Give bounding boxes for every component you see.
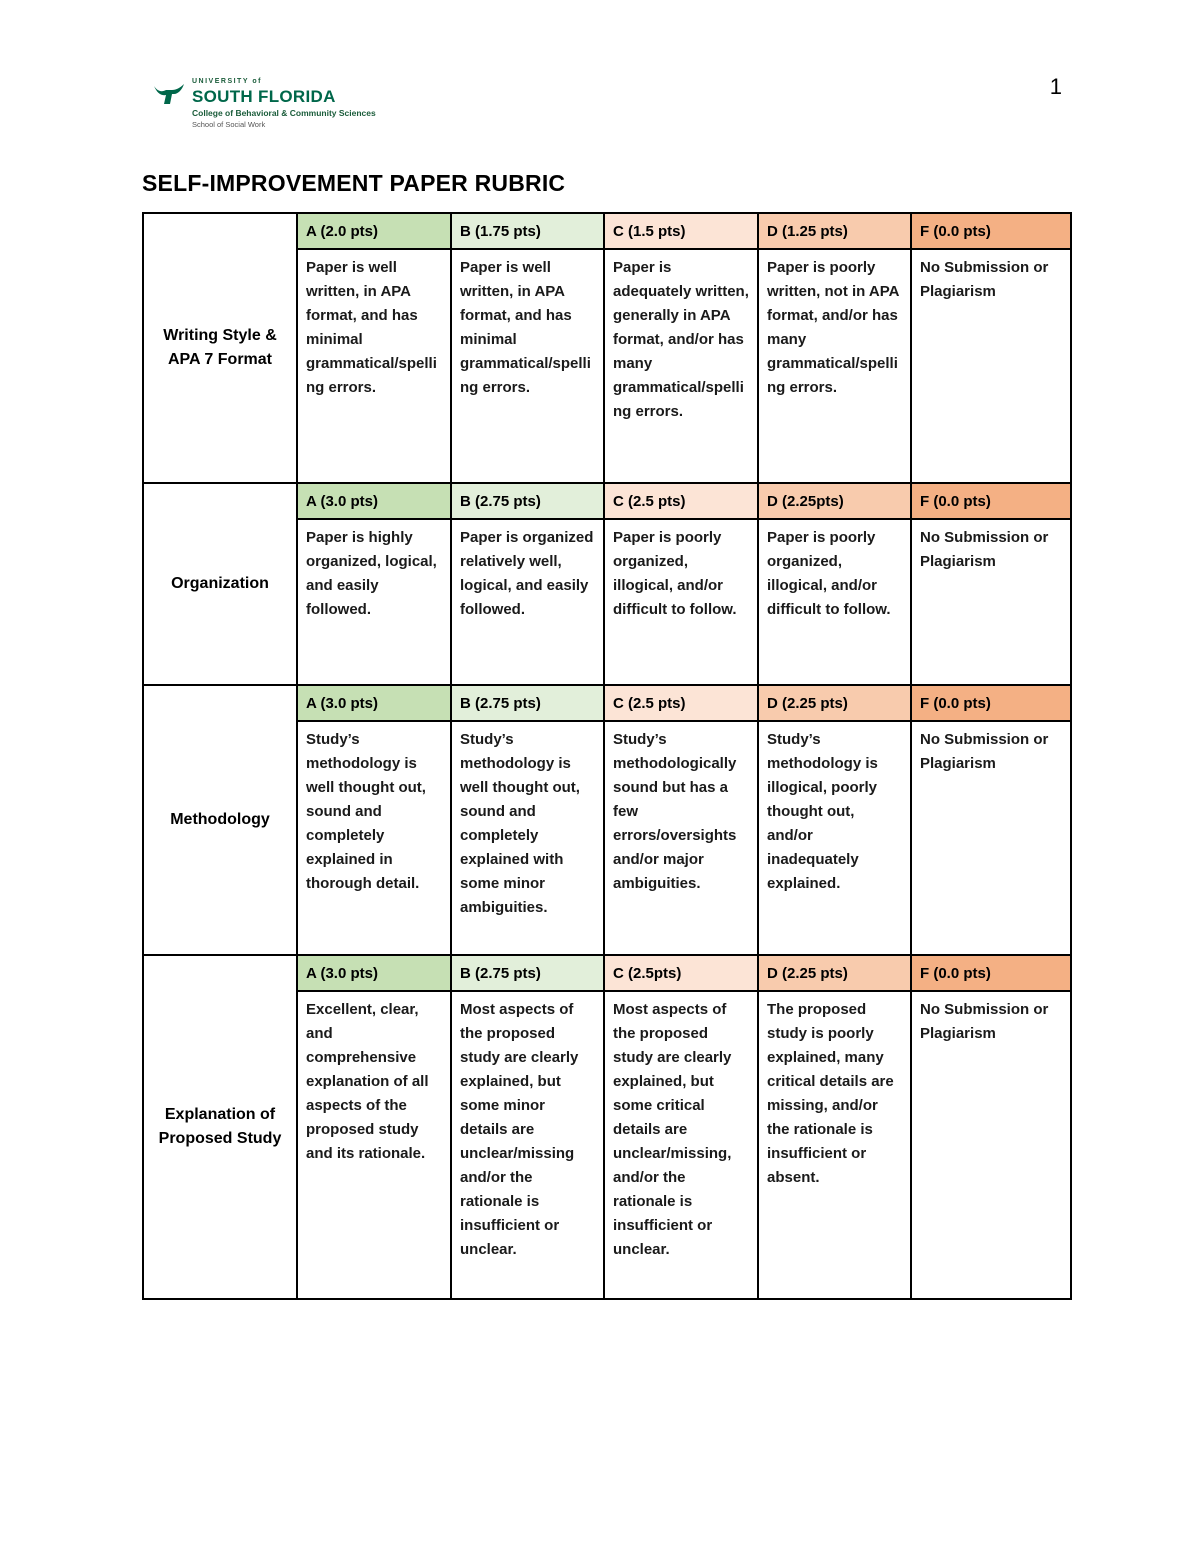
- grade-description-f: No Submission or Plagiarism: [911, 721, 1071, 955]
- rubric-grade-header-row: [143, 483, 1071, 519]
- grade-description-c: Most aspects of the proposed study are clearly explained, but some critical details are unclear/missing, and/or the rationale is insufficient or unclear.: [604, 991, 758, 1299]
- logo-school-text: School of Social Work: [192, 120, 266, 129]
- grade-description-c: Paper is adequately written, generally in APA format, and/or has many grammatical/spelling errors.: [604, 249, 758, 483]
- grade-header-a: A (3.0 pts): [297, 685, 451, 721]
- grade-description-c: Paper is poorly organized, illogical, and/or difficult to follow.: [604, 519, 758, 685]
- grade-description-b: Most aspects of the proposed study are clearly explained, but some minor details are unclear/missing and/or the rationale is insufficient or unclear.: [451, 991, 604, 1299]
- criterion-cell: Explanation of Proposed Study: [143, 955, 297, 1299]
- usf-logo: [152, 78, 392, 134]
- grade-description-a: Excellent, clear, and comprehensive explanation of all aspects of the proposed study and its rationale.: [297, 991, 451, 1299]
- grade-description-d: Paper is poorly written, not in APA format, and/or has many grammatical/spelling errors.: [758, 249, 911, 483]
- grade-header-d: D (2.25 pts): [758, 955, 911, 991]
- grade-description-b: Paper is organized relatively well, logical, and easily followed.: [451, 519, 604, 685]
- usf-bull-icon: [152, 82, 186, 108]
- logo-south-florida-text: SOUTH FLORIDA: [192, 87, 336, 106]
- grade-description-b: Paper is well written, in APA format, and has minimal grammatical/spelling errors.: [451, 249, 604, 483]
- grade-header-a: A (3.0 pts): [297, 955, 451, 991]
- grade-header-d: D (1.25 pts): [758, 213, 911, 249]
- logo-university-text: UNIVERSITY of: [192, 78, 262, 85]
- grade-header-d: D (2.25 pts): [758, 685, 911, 721]
- grade-description-d: Paper is poorly organized, illogical, and/or difficult to follow.: [758, 519, 911, 685]
- grade-header-f: F (0.0 pts): [911, 685, 1071, 721]
- grade-description-a: Paper is highly organized, logical, and easily followed.: [297, 519, 451, 685]
- grade-header-c: C (2.5pts): [604, 955, 758, 991]
- logo-college-text: College of Behavioral & Community Sciences: [192, 108, 376, 118]
- criterion-cell: Methodology: [143, 685, 297, 955]
- grade-header-a: A (3.0 pts): [297, 483, 451, 519]
- grade-description-d: Study’s methodology is illogical, poorly thought out, and/or inadequately explained.: [758, 721, 911, 955]
- grade-header-b: B (2.75 pts): [451, 685, 604, 721]
- grade-header-b: B (2.75 pts): [451, 955, 604, 991]
- grade-description-b: Study’s methodology is well thought out, sound and completely explained with some minor ambiguities.: [451, 721, 604, 955]
- grade-header-c: C (2.5 pts): [604, 685, 758, 721]
- grade-description-c: Study’s methodologically sound but has a few errors/oversights and/or major ambiguities.: [604, 721, 758, 955]
- grade-header-b: B (2.75 pts): [451, 483, 604, 519]
- grade-header-f: F (0.0 pts): [911, 483, 1071, 519]
- grade-header-c: C (2.5 pts): [604, 483, 758, 519]
- rubric-table: [142, 212, 1072, 1300]
- grade-description-f: No Submission or Plagiarism: [911, 519, 1071, 685]
- criterion-cell: Writing Style & APA 7 Format: [143, 213, 297, 483]
- grade-header-f: F (0.0 pts): [911, 213, 1071, 249]
- rubric-grade-header-row: [143, 685, 1071, 721]
- grade-description-f: No Submission or Plagiarism: [911, 249, 1071, 483]
- grade-description-f: No Submission or Plagiarism: [911, 991, 1071, 1299]
- grade-description-a: Paper is well written, in APA format, and has minimal grammatical/spelling errors.: [297, 249, 451, 483]
- grade-header-a: A (2.0 pts): [297, 213, 451, 249]
- criterion-cell: Organization: [143, 483, 297, 685]
- page-title: SELF-IMPROVEMENT PAPER RUBRIC: [142, 170, 566, 196]
- rubric-grade-header-row: [143, 213, 1071, 249]
- grade-header-b: B (1.75 pts): [451, 213, 604, 249]
- rubric-grade-header-row: [143, 955, 1071, 991]
- grade-header-c: C (1.5 pts): [604, 213, 758, 249]
- grade-header-d: D (2.25pts): [758, 483, 911, 519]
- grade-description-a: Study’s methodology is well thought out, sound and completely explained in thorough detail.: [297, 721, 451, 955]
- grade-header-f: F (0.0 pts): [911, 955, 1071, 991]
- page-number: 1: [1049, 74, 1062, 99]
- grade-description-d: The proposed study is poorly explained, many critical details are missing, and/or the rationale is insufficient or absent.: [758, 991, 911, 1299]
